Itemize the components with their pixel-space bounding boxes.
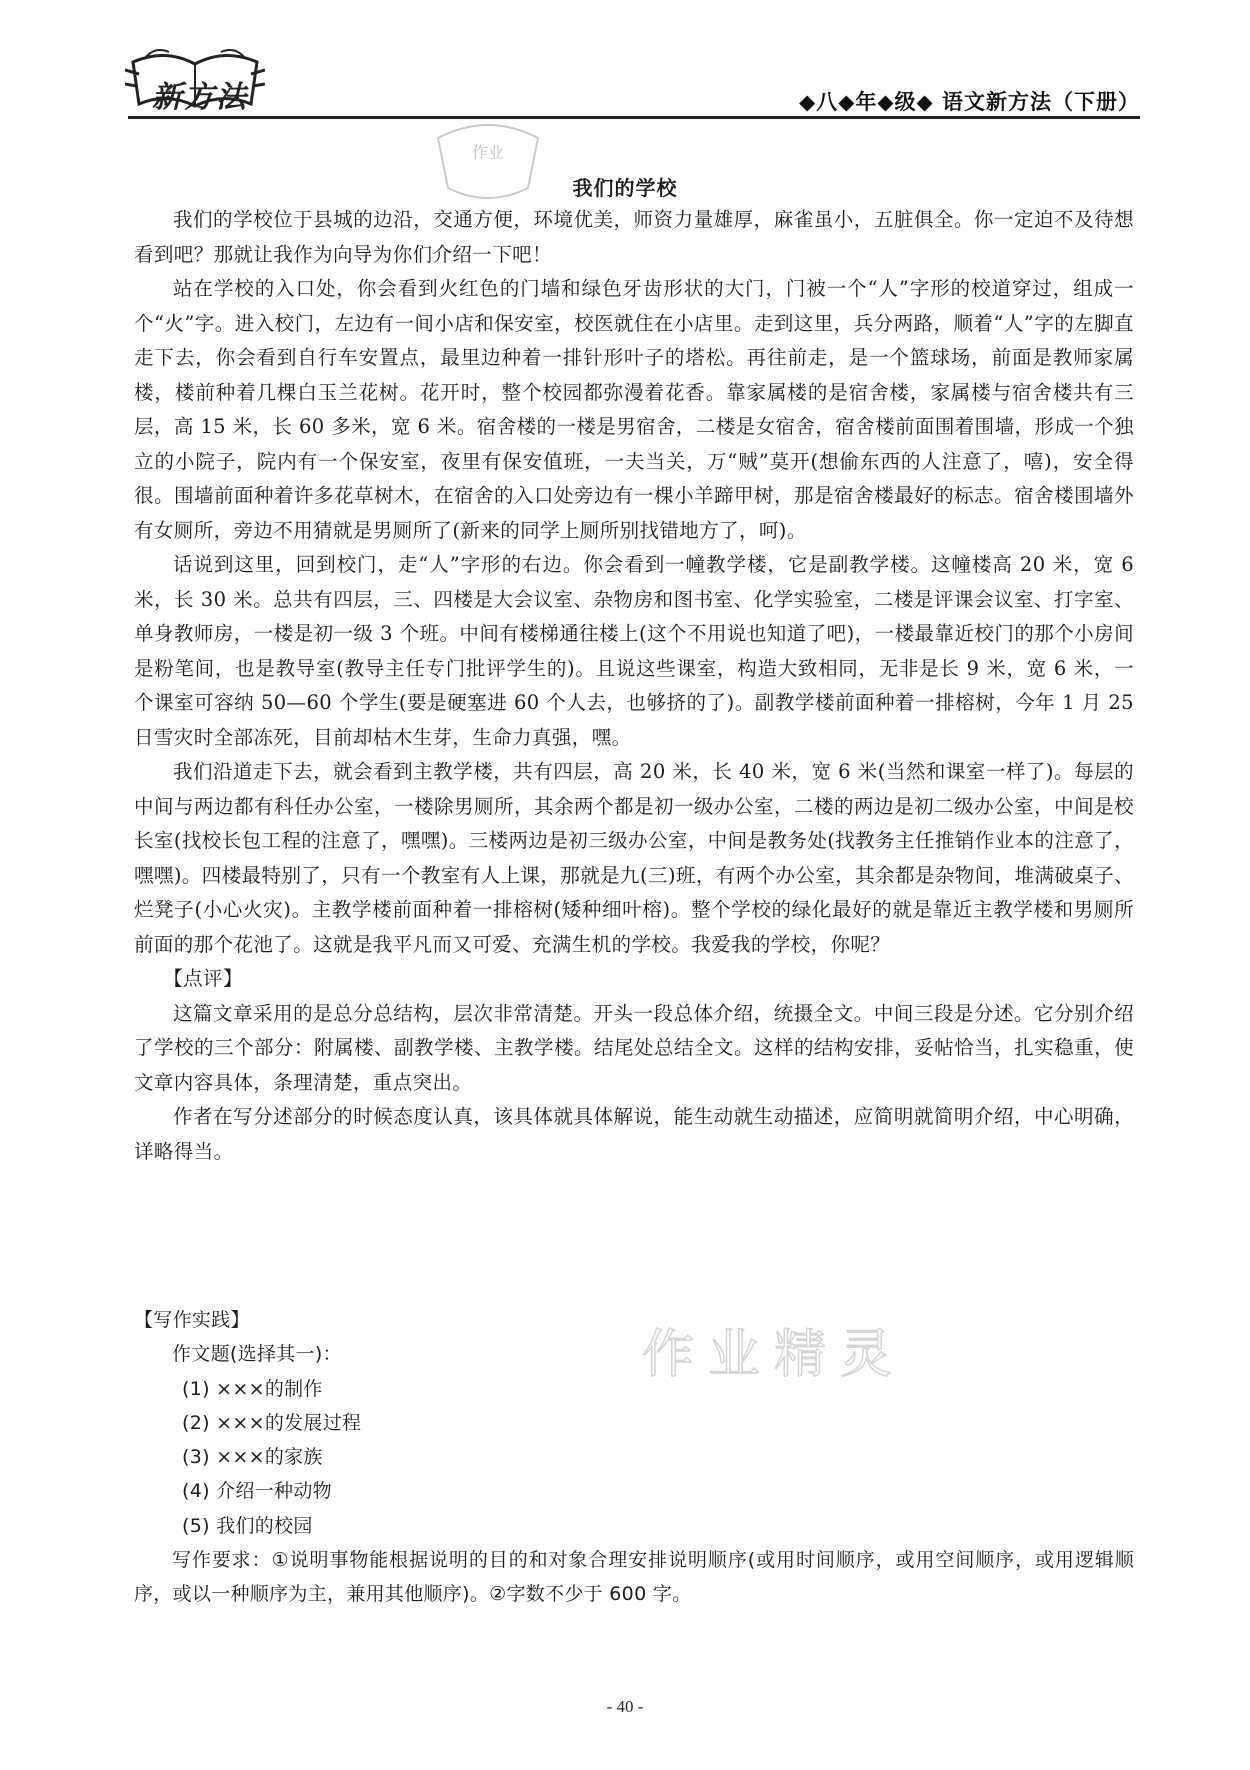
practice-option: (2) ×××的发展过程 — [182, 1411, 362, 1434]
essay-title: 我们的学校 — [572, 176, 678, 200]
essay-paragraph-3: 话说到这里，回到校门，走“人”字形的右边。你会看到一幢教学楼，它是副教学楼。这幢楼高 20 米，宽 6 米，长 30 米。总共有四层，三、四楼是大会议室、杂物房和图书室、化学实验室，二楼是评课会议室、打字室、单身教师房，一楼是初一级 3 个班。中间有楼梯通往楼上(这个不用说也知道了吧)，一楼最靠近校门的那个小房间是粉笔间，也是教导室(教导主任专门批评学生的)。且说这些课室，构造大致相同，无非是长 9 米，宽 6 米，一个课室可容纳 50—60 个学生(要是硬塞进 60 个人去，也够挤的了)。副教学楼前面种着一排榕树，今年 1 月 25 日雪灾时全部冻死，目前却枯木生芽，生命力真强，嘿。 — [134, 553, 1134, 749]
comment-paragraph-2: 作者在写分述部分的时候态度认真，该具体就具体解说，能生动就生动描述，应简明就简明介绍，中心明确，详略得当。 — [134, 1105, 1134, 1163]
practice-requirements: 写作要求：①说明事物能根据说明的目的和对象合理安排说明顺序(或用时间顺序，或用空间顺序，或用逻辑顺序，或以一种顺序为主，兼用其他顺序)。②字数不少于 600 字。 — [134, 1549, 1134, 1606]
comment-paragraph-1: 这篇文章采用的是总分总结构，层次非常清楚。开头一段总体介绍，统摄全文。中间三段是分述。它分别介绍了学校的三个部分：附属楼、副教学楼、主教学楼。结尾处总结全文。这样的结构安排，妥帖恰当，扎实稳重，使文章内容具体，条理清楚，重点突出。 — [134, 1001, 1134, 1094]
page-number: - 40 - — [606, 1697, 644, 1716]
practice-heading: 【写作实践】 — [134, 1309, 250, 1331]
essay-body — [134, 203, 1134, 1169]
practice-option: (3) ×××的家族 — [182, 1446, 323, 1469]
essay-paragraph-1: 我们的学校位于县城的边沿，交通方便，环境优美，师资力量雄厚，麻雀虽小，五脏俱全。你一定迫不及待想看到吧？那就让我作为向导为你们介绍一下吧！ — [134, 208, 1134, 266]
watermark: 作业精灵 — [642, 1325, 907, 1385]
essay-paragraph-2: 站在学校的入口处，你会看到火红色的门墙和绿色牙齿形状的大门，门被一个“人”字形的校道穿过，组成一个“火”字。进入校门，左边有一间小店和保安室，校医就住在小店里。走到这里，兵分两路，顺着“人”字的左脚直走下去，你会看到自行车安置点，最里边种着一排针形叶子的塔松。再往前走，是一个篮球场，前面是教师家属楼，楼前种着几棵白玉兰花树。花开时，整个校园都弥漫着花香。靠家属楼的是宿舍楼，家属楼与宿舍楼共有三层，高 15 米，长 60 多米，宽 6 米。宿舍楼的一楼是男宿舍，二楼是女宿舍，宿舍楼前面围着围墙，形成一个独立的小院子，院内有一个保安室，夜里有保安值班，一夫当关，万“贼”莫开(想偷东西的人注意了，嘻)，安全得很。围墙前面种着许多花草树木，在宿舍的入口处旁边有一棵小羊蹄甲树，那是宿舍楼最好的标志。宿舍楼围墙外有女厕所，旁边不用猜就是男厕所了(新来的同学上厕所别找错地方了，呵)。 — [134, 277, 1134, 542]
writing-practice-section — [134, 1303, 1134, 1612]
logo-text: 新方法 — [152, 80, 248, 115]
header-title: ◆八◆年◆级◆ 语文新方法（下册） — [799, 90, 1140, 114]
practice-option: (1) ×××的制作 — [182, 1377, 323, 1400]
practice-option: (4) 介绍一种动物 — [182, 1480, 332, 1503]
practice-prompt: 作文题(选择其一)： — [172, 1343, 342, 1366]
stamp-text: 作业 — [471, 143, 505, 162]
essay-paragraph-4: 我们沿道走下去，就会看到主教学楼，共有四层，高 20 米，长 40 米，宽 6 米(当然和课室一样了)。每层的中间与两边都有科任办公室，一楼除男厕所，其余两个都是初一级办公室，二楼的两边是初二级办公室，中间是校长室(找校长包工程的注意了，嘿嘿)。三楼两边是初三级办公室，中间是教务处(找教务主任推销作业本的注意了，嘿嘿)。四楼最特别了，只有一个教室有人上课，那就是九(三)班，有两个办公室，其余都是杂物间，堆满破桌子、烂凳子(小心火灾)。主教学楼前面种着一排榕树(矮种细叶榕)。整个学校的绿化最好的就是靠近主教学楼和男厕所前面的那个花池了。这就是我平凡而又可爱、充满生机的学校。我爱我的学校，你呢？ — [134, 760, 1134, 956]
practice-option: (5) 我们的校园 — [182, 1514, 313, 1537]
comment-heading: 【点评】 — [163, 967, 243, 990]
header-divider — [128, 116, 1140, 119]
